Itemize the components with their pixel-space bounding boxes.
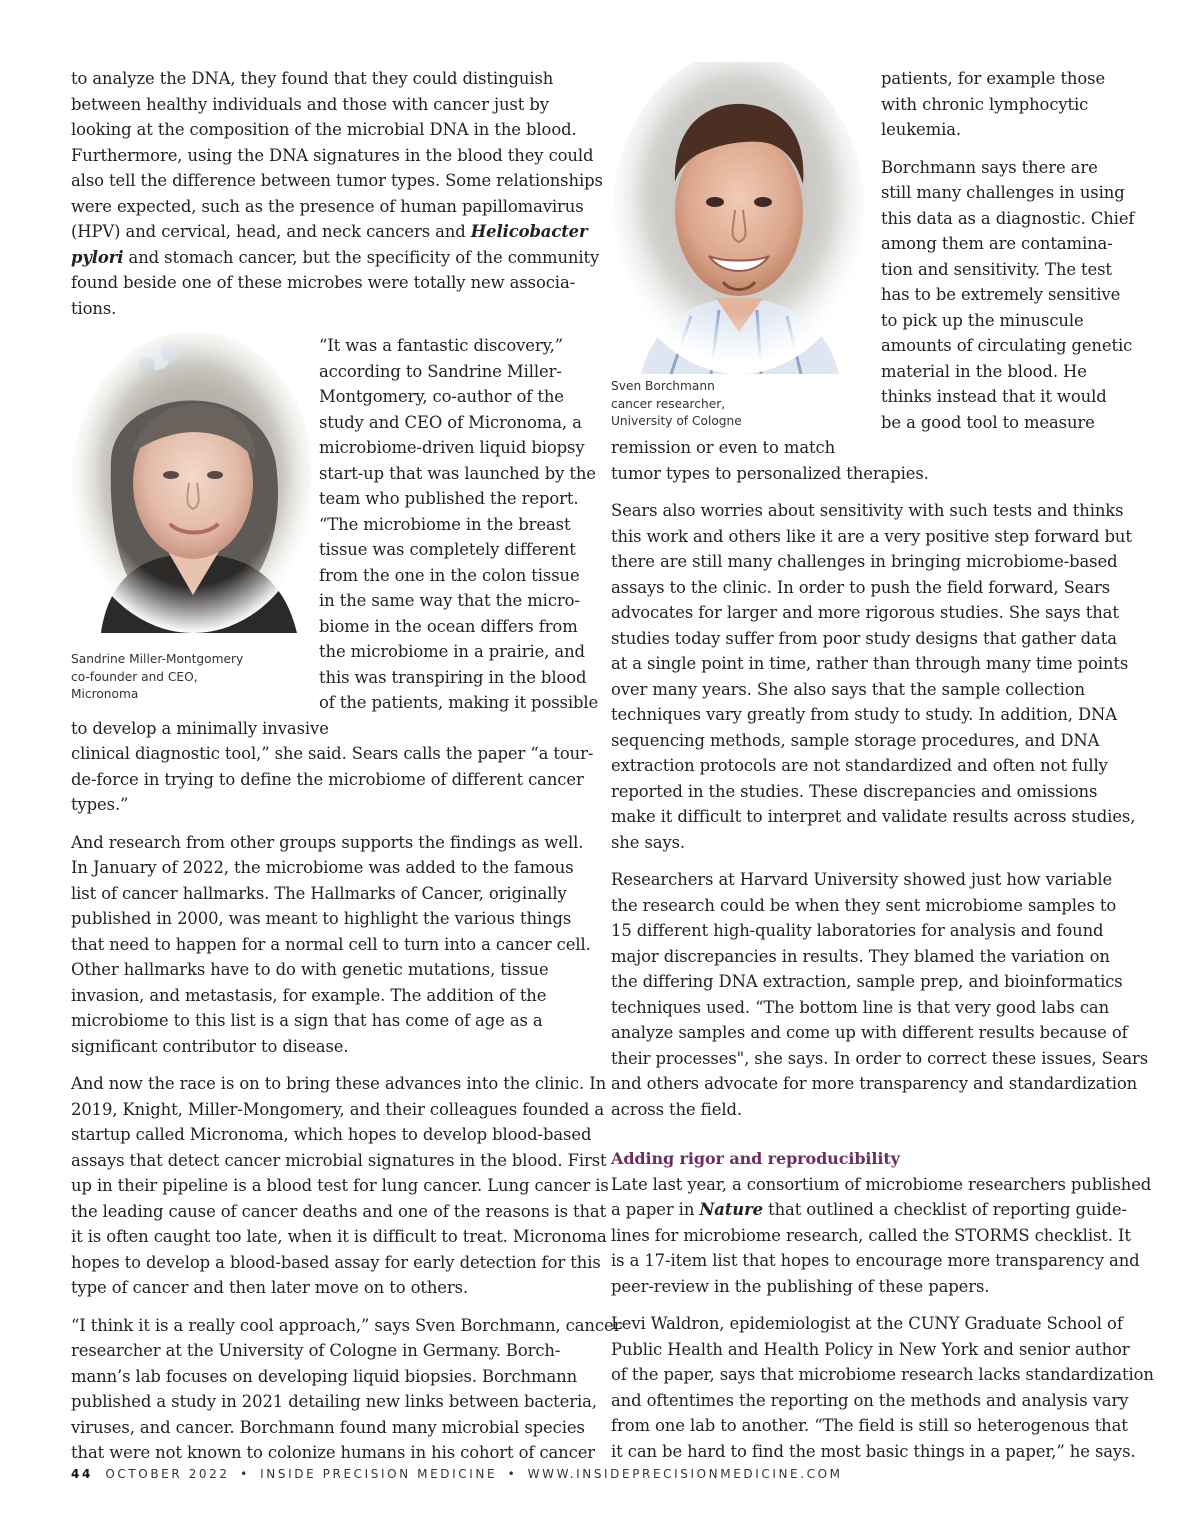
paragraph: “I think it is a really cool approach,” says Sven Borchmann, cancer researcher at the University of Cologne in Germany. Borch- mann’s lab focuses on developing liquid biopsies. Borchmann published a study in 2021 detailing new links between bacteria, viruses, and cancer. Borchmann found many microbial species that were not known to colonize humans in his cohort of cancer — [71, 1315, 622, 1462]
publication-name: INSIDE PRECISION MEDICINE — [260, 1467, 498, 1481]
website-link[interactable]: WWW.INSIDEPRECISIONMEDICINE.COM — [527, 1467, 843, 1481]
sandrine-photo-figure — [71, 333, 311, 704]
issue-date: OCTOBER 2022 — [105, 1467, 230, 1481]
right-column — [611, 66, 1154, 1476]
sandrine-photo-caption: Sandrine Miller-Montgomery co-founder and CEO, Micronoma — [71, 652, 244, 701]
paragraph: “It was a fantastic discovery,” according to Sandrine Miller- Montgomery, co-author of the study and CEO of Micronoma, a microbiome-driven liquid biopsy start-up that was launched by the team who published the report. “The microbiome in the breast tissue was completely different from the one in the colon tissue in the same way that the micro- biome in the ocean differs from the microbiome in a prairie, and this was transpiring in the blood of the patients, making it possible to develop a minimally invasive clinical diagnostic tool,” she said. Sears calls the paper “a tour- de-force in trying to define the microbiome of different cancer types.” — [71, 336, 599, 814]
journal-name: Nature — [699, 1200, 763, 1219]
sven-photo-figure — [611, 62, 873, 431]
separator: • — [507, 1467, 518, 1481]
page-number: 44 — [71, 1467, 93, 1481]
paragraph: Sears also worries about sensitivity with such tests and thinks this work and others like it are a very positive step forward but there are still many challenges in bringing microbiome-based assays to the clinic. In order to push the field forward, Sears advocates for larger and more rigorous studies. She says that studies today suffer from poor study designs that gather data at a single point in time, rather than through many time points over many years. She also says that the sample collection techniques vary greatly from study to study. In addition, DNA sequencing methods, sample storage procedures, and DNA extraction protocols are not standardized and often not fully reported in the studies. These discrepancies and omissions make it difficult to interpret and validate results across studies, she says. — [611, 501, 1136, 852]
paragraph: to analyze the DNA, they found that they could distinguish between healthy individuals and those with cancer just by looking at the composition of the microbial DNA in the blood. Furthermore, using the DNA signatures in the blood they could also tell the difference between tumor types. Some relationships were expected, such as the presence of human papillomavirus (HPV) and cervical, head, and neck cancers and Helicobacter pylori and stomach cancer, but the specificity of the community found beside one of these microbes were totally new associa- tions. — [71, 69, 603, 318]
species-name: pylori — [71, 247, 124, 267]
sven-portrait-image — [611, 62, 873, 378]
paragraph: Levi Waldron, epidemiologist at the CUNY Graduate School of Public Health and Health Policy in New York and senior author of the paper, says that microbiome research lacks standardization and oftentimes the reporting on the methods and analysis vary from one lab to another. “The field is still so heterogenous that it can be hard to find the most basic things in a paper,” he says. — [611, 1314, 1154, 1461]
paragraph: And research from other groups supports the findings as well. In January of 2022, the microbiome was added to the famous list of cancer hallmarks. The Hallmarks of Cancer, originally published in 2000, was meant to highlight the various things that need to happen for a normal cell to turn into a cancer cell. Other hallmarks have to do with genetic mutations, tissue invasion, and metastasis, for example. The addition of the microbiome to this list is a sign that has come of age as a significant contributor to disease. — [71, 832, 591, 1056]
species-name: Helicobacter — [470, 222, 588, 241]
paragraph: Researchers at Harvard University showed just how variable the research could be when they sent microbiome samples to 15 different high-quality laboratories for analysis and found major discrepancies in results. They blamed the variation on the differing DNA extraction, sample prep, and bioinformatics techniques used. “The bottom line is that very good labs can analyze samples and come up with different results because of their processes", she says. In order to correct these issues, Sears and others advocate for more transparency and standardization across the field. — [611, 870, 1149, 1119]
page-footer — [71, 1467, 843, 1481]
section-subheading: Adding rigor and reproducibility — [611, 1149, 900, 1168]
separator: • — [240, 1467, 250, 1481]
sven-photo-caption: Sven Borchmann cancer researcher, University of Cologne — [611, 379, 742, 428]
paragraph: And now the race is on to bring these advances into the clinic. In 2019, Knight, Miller-Mongomery, and their colleagues founded a startup called Micronoma, which hopes to develop blood-based assays that detect cancer microbial signatures in the blood. First up in their pipeline is a blood test for lung cancer. Lung cancer is the leading cause of cancer deaths and one of the reasons is that it is often caught too late, when it is difficult to treat. Micronoma hopes to develop a blood-based assay for early detection for this type of cancer and then later move on to others. — [71, 1074, 609, 1297]
paragraph: patients, for example those with chronic lymphocytic leukemia. — [881, 69, 1106, 139]
sandrine-portrait-image — [71, 333, 311, 651]
paragraph: Borchmann says there are still many challenges in using this data as a diagnostic. Chief among them are contamina- tion and sensitivity. The test has to be extremely sensitive to pick up the minuscule amounts of circulating genetic material in the blood. He thinks instead that it would be a good tool to measure remission or even to match tumor types to personalized therapies. — [611, 157, 1135, 483]
paragraph: Late last year, a consortium of microbiome researchers published a paper in Nature that outlined a checklist of reporting guide- lines for microbiome research, called the STORMS checklist. It is a 17-item list that hopes to encourage more transparency and peer-review in the publishing of these papers. — [611, 1174, 1152, 1296]
left-column — [71, 66, 622, 1478]
